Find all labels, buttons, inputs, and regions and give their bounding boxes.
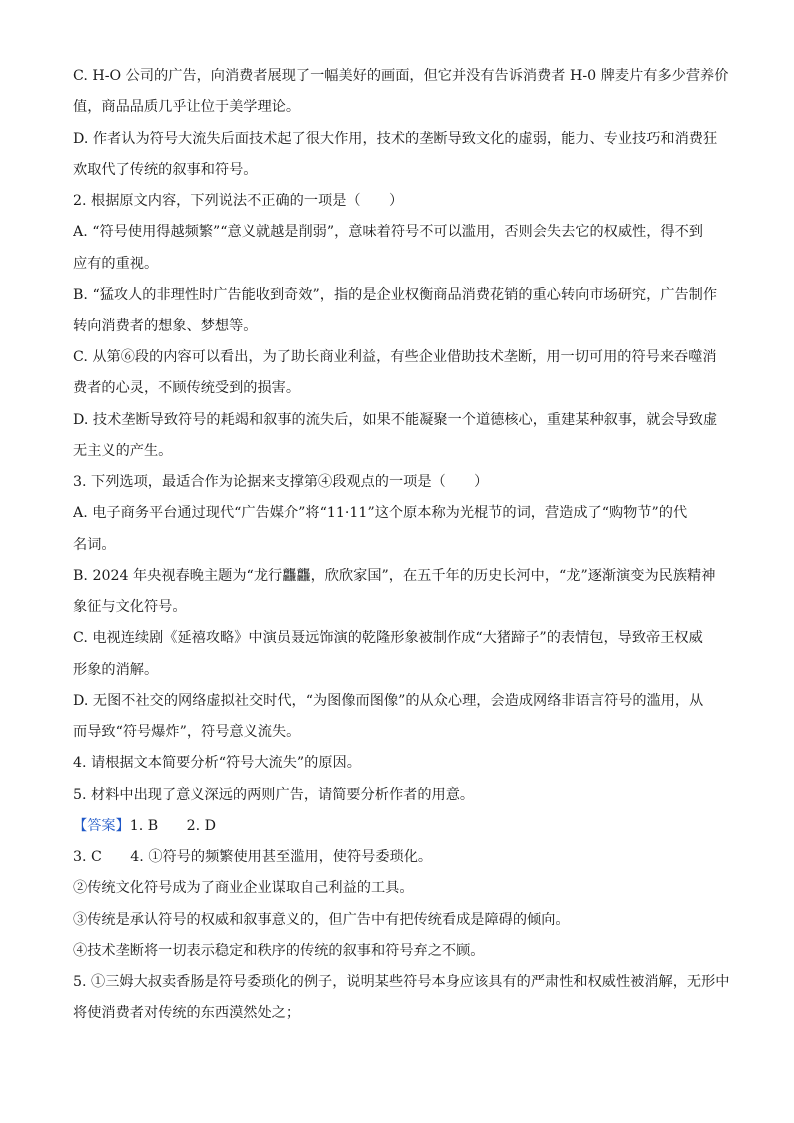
- answer-line-3-4: 3. C 4. ①符号的频繁使用甚至滥用，使符号委琐化。: [73, 849, 433, 865]
- option-d-line-1: D. 作者认为符号大流失后面技术起了很大作用，技术的垄断导致文化的虚弱，能力、专业技巧和消费狂: [73, 131, 718, 147]
- q2-option-d-line-2: 无主义的产生。: [73, 443, 173, 459]
- option-c-line-1: C. H-O 公司的广告，向消费者展现了一幅美好的画面，但它并没有告诉消费者 H-0 牌麦片有多少营养价: [73, 68, 729, 84]
- q2-option-b-line-1: B. “猛攻人的非理性时广告能收到奇效”，指的是企业权衡商品消费花销的重心转向市场研究，广告制作: [73, 287, 718, 303]
- answer-label: 【答案】: [73, 818, 130, 834]
- q3-option-a-line-1: A. 电子商务平台通过现代“广告媒介”将“11·11”这个原本称为光棍节的词，营造成了“购物节”的代: [73, 505, 688, 521]
- q2-option-b-line-2: 转向消费者的想象、梦想等。: [73, 318, 258, 334]
- answer-point-3: ③传统是承认符号的权威和叙事意义的，但广告中有把传统看成是障碍的倾向。: [73, 912, 570, 928]
- q2-option-c-line-2: 费者的心灵，不顾传统受到的损害。: [73, 380, 301, 396]
- q3-option-b-line-1: B. 2024 年央视春晚主题为“龙行龘龘，欣欣家国”，在五千年的历史长河中，“龙”逐渐演变为民族精神: [73, 568, 716, 584]
- option-d-line-2: 欢取代了传统的叙事和符号。: [73, 162, 258, 178]
- q3-option-d-line-2: 而导致“符号爆炸”，符号意义流失。: [73, 724, 301, 740]
- question-2: 2. 根据原文内容，下列说法不正确的一项是（ ）: [73, 193, 404, 209]
- question-4: 4. 请根据文本简要分析“符号大流失”的原因。: [73, 755, 361, 771]
- answer-5-line-1: 5. ①三姆大叔卖香肠是符号委琐化的例子，说明某些符号本身应该具有的严肃性和权威性被消解，无形中: [73, 974, 730, 990]
- q3-option-b-line-2: 象征与文化符号。: [73, 599, 187, 615]
- question-3: 3. 下列选项，最适合作为论据来支撑第④段观点的一项是（ ）: [73, 474, 489, 490]
- q2-option-a-line-1: A. “符号使用得越频繁”“意义就越是削弱”，意味着符号不可以滥用，否则会失去它的权威性，得不到: [73, 224, 703, 240]
- q2-option-c-line-1: C. 从第⑥段的内容可以看出，为了助长商业利益，有些企业借助技术垄断，用一切可用的符号来吞噬消: [73, 349, 717, 365]
- answer-5-line-2: 将使消费者对传统的东西漠然处之；: [73, 1005, 301, 1021]
- answer-point-2: ②传统文化符号成为了商业企业谋取自己利益的工具。: [73, 880, 414, 896]
- q2-option-a-line-2: 应有的重视。: [73, 256, 159, 272]
- q3-option-c-line-1: C. 电视连续剧《延禧攻略》中演员聂远饰演的乾隆形象被制作成“大猪蹄子”的表情包，导致帝王权威: [73, 630, 703, 646]
- question-5: 5. 材料中出现了意义深远的两则广告，请简要分析作者的用意。: [73, 787, 475, 803]
- answer-line: [73, 816, 733, 836]
- option-c-line-2: 值，商品品质几乎让位于美学理论。: [73, 99, 301, 115]
- q2-option-d-line-1: D. 技术垄断导致符号的耗竭和叙事的流失后，如果不能凝聚一个道德核心，重建某种叙事，就会导致虚: [73, 412, 718, 428]
- answer-point-4: ④技术垄断将一切表示稳定和秩序的传统的叙事和符号弃之不顾。: [73, 943, 485, 959]
- answer-text: 1. B 2. D: [129, 818, 217, 834]
- q3-option-a-line-2: 名词。: [73, 537, 116, 553]
- q3-option-c-line-2: 形象的消解。: [73, 662, 159, 678]
- q3-option-d-line-1: D. 无图不社交的网络虚拟社交时代，“为图像而图像”的从众心理，会造成网络非语言符号的滥用，从: [73, 693, 704, 709]
